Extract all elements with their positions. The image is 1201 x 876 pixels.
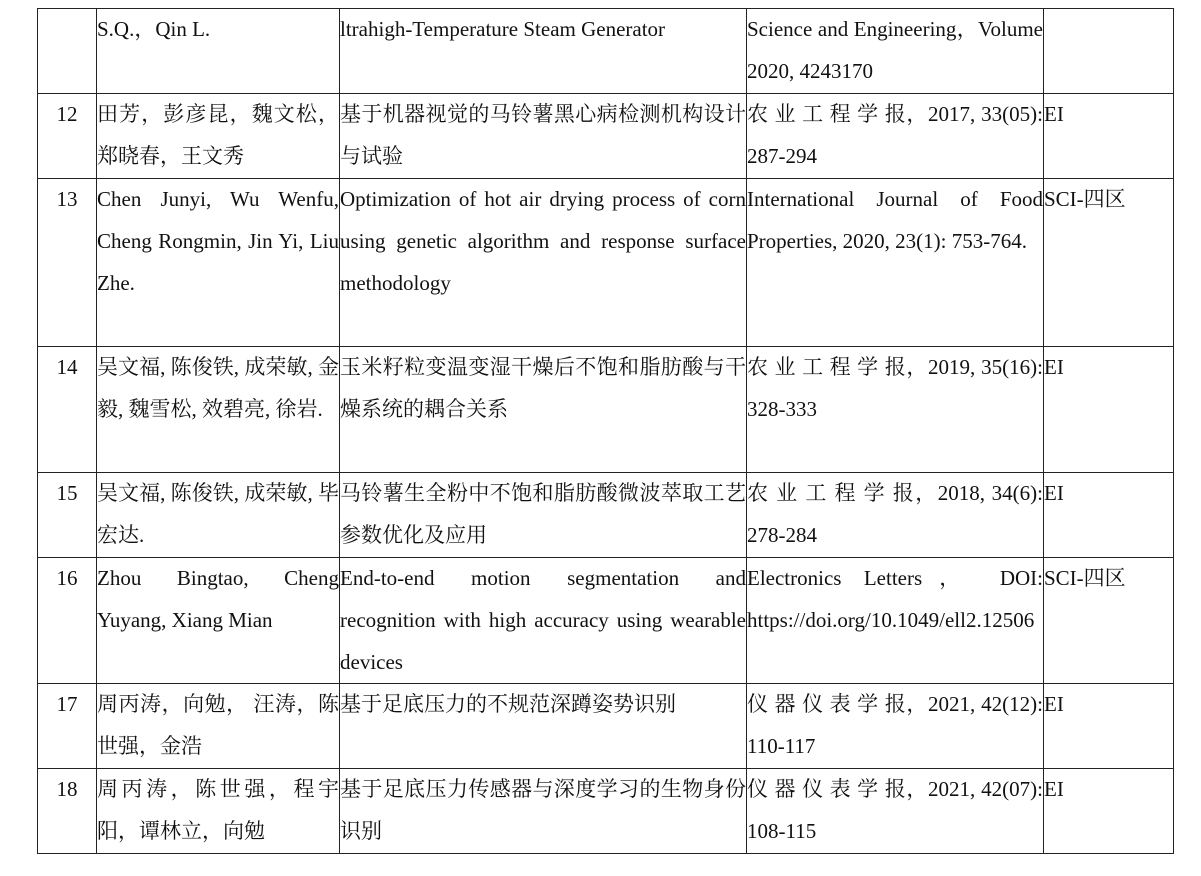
authors-cell: 吴文福, 陈俊铁, 成荣敏, 金毅, 魏雪松, 效碧亮, 徐岩. (97, 347, 340, 473)
title-cell: ltrahigh-Temperature Steam Generator (340, 9, 747, 94)
table-row (38, 769, 1174, 854)
publication-table (37, 8, 1174, 854)
row-number: 12 (38, 94, 97, 179)
journal-cell: International Journal of Food Properties, 2020, 23(1): 753-764. (747, 179, 1044, 347)
table-row (38, 347, 1174, 473)
table-row (38, 9, 1174, 94)
journal-cell: 仪 器 仪 表 学 报，2021, 42(12): 110-117 (747, 684, 1044, 769)
title-cell: 马铃薯生全粉中不饱和脂肪酸微波萃取工艺参数优化及应用 (340, 473, 747, 558)
title-cell: 玉米籽粒变温变湿干燥后不饱和脂肪酸与干燥系统的耦合关系 (340, 347, 747, 473)
table-row (38, 94, 1174, 179)
authors-cell: Chen Junyi, Wu Wenfu, Cheng Rongmin, Jin Yi, Liu Zhe. (97, 179, 340, 347)
journal-cell: Electronics Letters， DOI: https://doi.org/10.1049/ell2.12506 (747, 558, 1044, 684)
authors-cell: 周丙涛，陈世强，程宇阳，谭林立，向勉 (97, 769, 340, 854)
table-row (38, 684, 1174, 769)
authors-cell: S.Q.，Qin L. (97, 9, 340, 94)
journal-cell: 仪 器 仪 表 学 报，2021, 42(07): 108-115 (747, 769, 1044, 854)
index-cell: SCI-四区 (1044, 558, 1174, 684)
journal-cell: 农 业 工 程 学 报，2019, 35(16): 328-333 (747, 347, 1044, 473)
authors-cell: Zhou Bingtao, Cheng Yuyang, Xiang Mian (97, 558, 340, 684)
journal-cell: Science and Engineering，Volume 2020, 4243170 (747, 9, 1044, 94)
table-row (38, 473, 1174, 558)
journal-cell: 农 业 工 程 学 报，2018, 34(6): 278-284 (747, 473, 1044, 558)
authors-cell: 田芳，彭彦昆，魏文松，郑晓春，王文秀 (97, 94, 340, 179)
index-cell: EI (1044, 684, 1174, 769)
table-row (38, 558, 1174, 684)
title-cell: Optimization of hot air drying process of corn using genetic algorithm and response surface methodology (340, 179, 747, 347)
authors-cell: 吴文福, 陈俊铁, 成荣敏, 毕宏达. (97, 473, 340, 558)
index-cell: EI (1044, 473, 1174, 558)
row-number: 15 (38, 473, 97, 558)
row-number: 18 (38, 769, 97, 854)
row-number (38, 9, 97, 94)
journal-cell: 农 业 工 程 学 报，2017, 33(05): 287-294 (747, 94, 1044, 179)
title-cell: 基于机器视觉的马铃薯黑心病检测机构设计与试验 (340, 94, 747, 179)
index-cell: EI (1044, 769, 1174, 854)
row-number: 13 (38, 179, 97, 347)
authors-cell: 周丙涛，向勉， 汪涛，陈世强，金浩 (97, 684, 340, 769)
title-cell: 基于足底压力传感器与深度学习的生物身份识别 (340, 769, 747, 854)
index-cell (1044, 9, 1174, 94)
index-cell: EI (1044, 347, 1174, 473)
row-number: 16 (38, 558, 97, 684)
row-number: 14 (38, 347, 97, 473)
index-cell: SCI-四区 (1044, 179, 1174, 347)
title-cell: End-to-end motion segmentation and recognition with high accuracy using wearable devices (340, 558, 747, 684)
row-number: 17 (38, 684, 97, 769)
table-row (38, 179, 1174, 347)
index-cell: EI (1044, 94, 1174, 179)
title-cell: 基于足底压力的不规范深蹲姿势识别 (340, 684, 747, 769)
